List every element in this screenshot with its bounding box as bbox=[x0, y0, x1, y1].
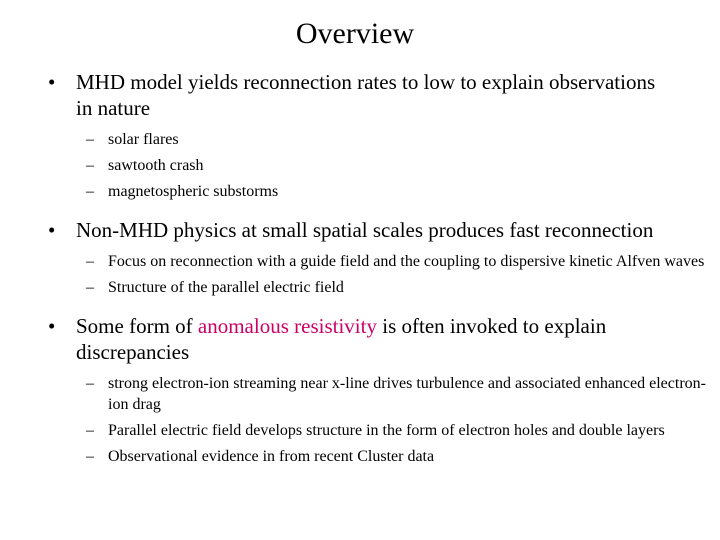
bullet-marker: • bbox=[48, 314, 56, 338]
sub-item bbox=[0, 251, 708, 272]
bullet-item bbox=[0, 217, 676, 243]
sub-text: Focus on reconnection with a guide field and the coupling to dispersive kinetic Alfven waves bbox=[108, 253, 705, 270]
sub-item bbox=[0, 420, 708, 441]
highlighted-term: anomalous resistivity bbox=[197, 314, 377, 338]
bullet-marker: • bbox=[48, 218, 56, 242]
bullet-marker: • bbox=[48, 70, 56, 94]
sub-item bbox=[0, 155, 708, 176]
sub-text: solar flares bbox=[108, 131, 179, 148]
sub-text: Parallel electric field develops structure in the form of electron holes and double layers bbox=[108, 422, 665, 439]
sub-text: Observational evidence in from recent Cluster data bbox=[108, 448, 435, 465]
slide-title: Overview bbox=[295, 17, 415, 50]
sub-item bbox=[0, 446, 708, 467]
sub-text: sawtooth crash bbox=[108, 157, 204, 174]
bullet-text: Non-MHD physics at small spatial scales produces fast reconnection bbox=[76, 218, 654, 242]
slide-content bbox=[0, 69, 720, 467]
sub-marker: – bbox=[86, 279, 94, 296]
bullet-text: MHD model yields reconnection rates to low to explain observations in nature bbox=[76, 70, 656, 120]
sub-marker: – bbox=[86, 375, 94, 392]
bullet-text-end: is often invoked to explain discrepancies bbox=[76, 314, 607, 364]
sub-item bbox=[0, 277, 708, 298]
bullet-text-start: Some form of bbox=[76, 314, 198, 338]
sub-marker: – bbox=[86, 157, 94, 174]
sub-marker: – bbox=[86, 253, 94, 270]
sub-marker: – bbox=[86, 183, 94, 200]
sub-marker: – bbox=[86, 131, 94, 148]
sub-item bbox=[0, 129, 708, 150]
sub-item bbox=[0, 373, 708, 415]
bullet-item bbox=[0, 69, 676, 121]
sub-item bbox=[0, 181, 708, 202]
sub-text: strong electron-ion streaming near x-line drives turbulence and associated enhanced electron-ion drag bbox=[108, 375, 706, 413]
sub-marker: – bbox=[86, 448, 94, 465]
sub-text: Structure of the parallel electric field bbox=[108, 279, 344, 296]
sub-text: magnetospheric substorms bbox=[108, 183, 279, 200]
bullet-item bbox=[0, 313, 676, 365]
sub-marker: – bbox=[86, 422, 94, 439]
